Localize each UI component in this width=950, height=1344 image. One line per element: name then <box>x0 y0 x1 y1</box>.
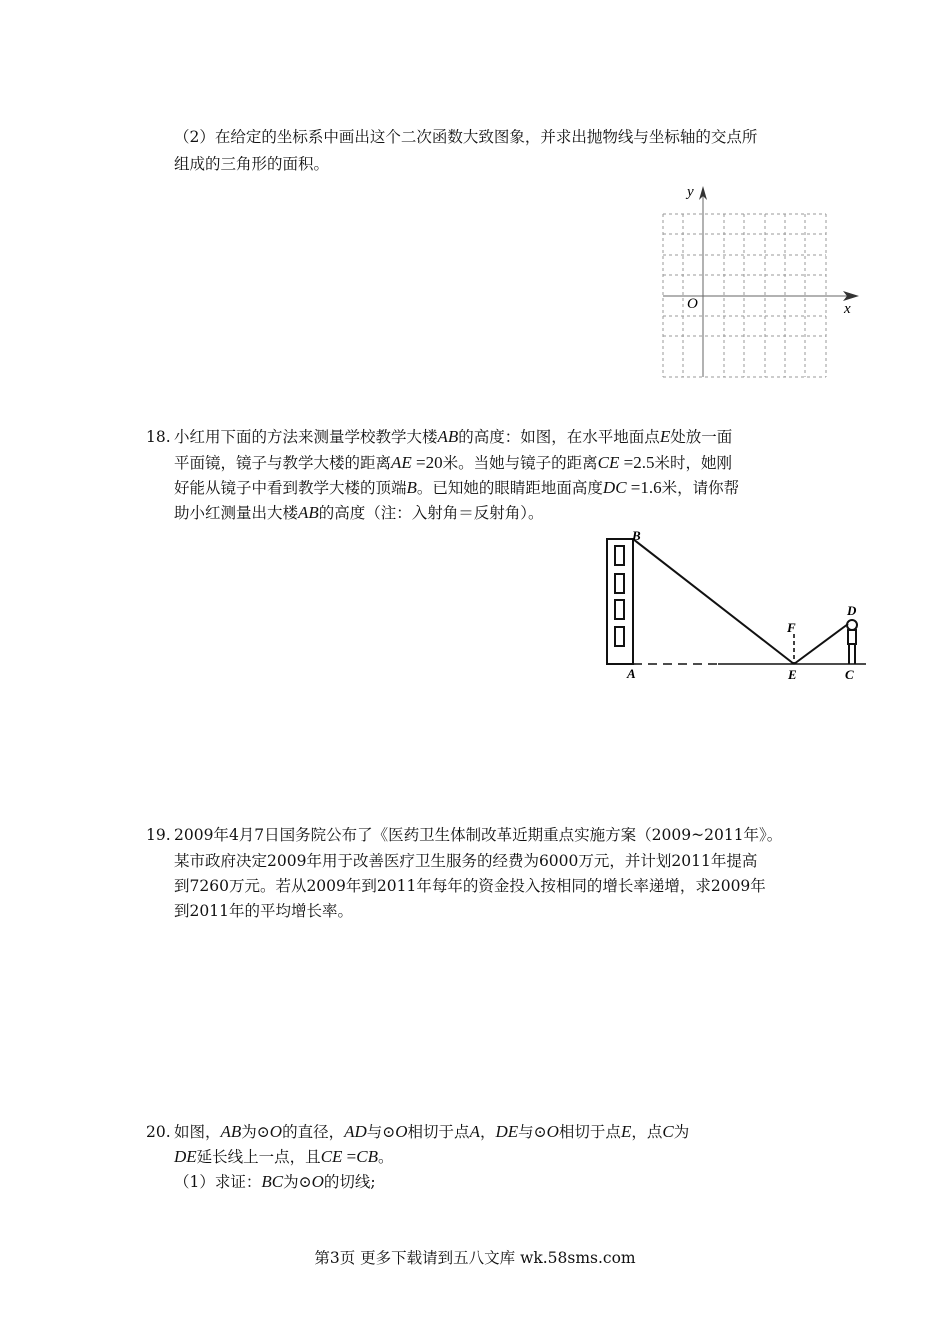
label-E: E <box>788 667 797 682</box>
label-F: F <box>787 620 796 635</box>
label-B: B <box>632 528 641 543</box>
label-A: A <box>627 666 636 681</box>
y-axis-label: y <box>687 184 694 200</box>
q17-part2-line2: 组成的三角形的面积。 <box>174 155 330 173</box>
label-C: C <box>845 667 854 682</box>
q20-number: 20. <box>146 1123 171 1141</box>
building-mirror-figure <box>600 526 870 686</box>
page-footer: 第3页 更多下载请到五八文库 wk.58sms.com <box>314 1249 636 1267</box>
q18-line3: 好能从镜子中看到教学大楼的顶端B。已知她的眼睛距地面高度DC =1.6米，请你帮 <box>174 478 740 497</box>
coordinate-grid-figure <box>655 180 865 385</box>
q18-number: 18. <box>146 428 171 446</box>
q19-line1: 2009年4月7日国务院公布了《医药卫生体制改革近期重点实施方案（2009~2011年》。 <box>174 826 783 844</box>
q18-line1: 小红用下面的方法来测量学校教学大楼AB的高度：如图，在水平地面点E处放一面 <box>174 427 733 446</box>
q19-line4: 到2011年的平均增长率。 <box>174 902 353 920</box>
origin-label: O <box>687 296 698 312</box>
q18-line2: 平面镜，镜子与教学大楼的距离AE =20米。当她与镜子的距离CE =2.5米时，她刚 <box>174 453 732 472</box>
q20-line1: 如图，AB为⊙O的直径，AD与⊙O相切于点A，DE与⊙O相切于点E，点C为 <box>174 1122 690 1141</box>
label-D: D <box>847 603 857 618</box>
q17-part2-line1: （2）在给定的坐标系中画出这个二次函数大致图象，并求出抛物线与坐标轴的交点所 <box>174 128 758 146</box>
x-axis-label: x <box>844 301 851 317</box>
q20-line2: DE延长线上一点，且CE =CB。 <box>174 1147 394 1166</box>
q19-number: 19. <box>146 826 171 844</box>
q18-line4: 助小红测量出大楼AB的高度（注：入射角＝反射角）。 <box>174 503 544 522</box>
q19-line3: 到7260万元。若从2009年到2011年每年的资金投入按相同的增长率递增，求2009年 <box>174 877 766 895</box>
q20-line3: （1）求证：BC为⊙O的切线; <box>174 1172 376 1191</box>
q19-line2: 某市政府决定2009年用于改善医疗卫生服务的经费为6000万元，并计划2011年提高 <box>174 852 758 870</box>
